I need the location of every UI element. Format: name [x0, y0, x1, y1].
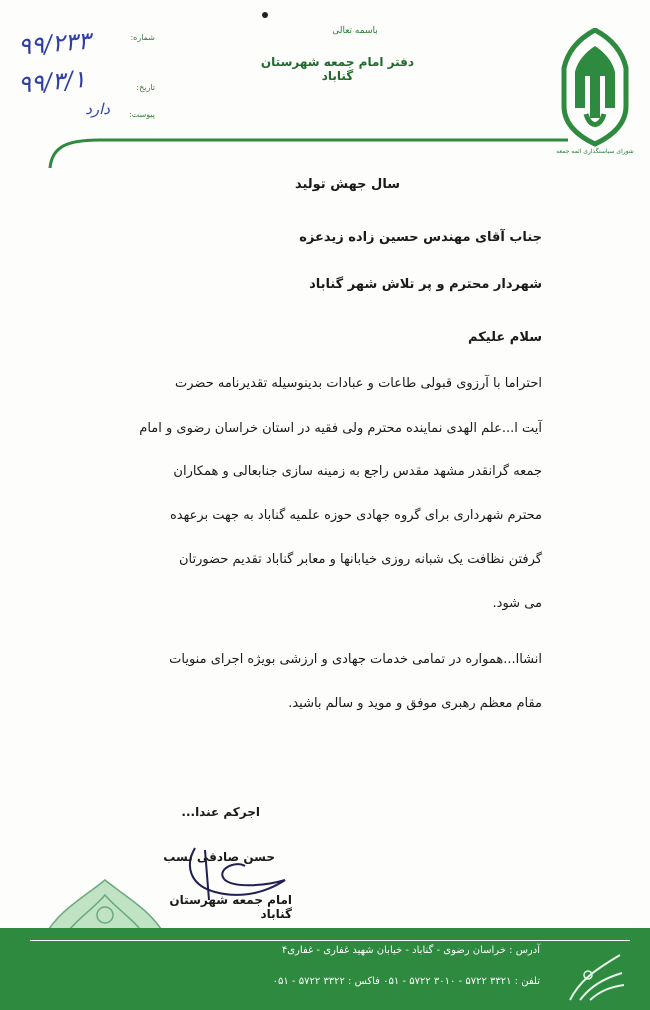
logo-caption: شورای سیاستگذاری ائمه جمعه: [556, 148, 634, 155]
body-line: احتراما با آرزوی قبولی طاعات و عبادات بدینوسیله تقدیرنامه حضرت: [175, 376, 542, 391]
handwritten-attachment: دارد: [85, 100, 110, 118]
footer-bar: [0, 928, 650, 1010]
signoff: اجرکم عندا...: [181, 805, 260, 819]
basmala: باسمه تعالی: [332, 26, 378, 36]
signer-title: امام جمعه شهرستان گناباد: [169, 893, 292, 921]
office-title: دفتر امام جمعه شهرستان گناباد: [260, 55, 415, 83]
number-label: شماره:: [130, 33, 155, 42]
header-divider: [40, 128, 570, 168]
body-line: محترم شهرداری برای گروه جهادی حوزه علمیه گناباد به جهت برعهده: [169, 508, 542, 523]
body-line: می شود.: [492, 596, 542, 611]
footer-address: آدرس : خراسان رضوی - گناباد - خیابان شهید غفاری - غفاری۴: [281, 945, 540, 956]
body-line: جمعه گرانقدر مشهد مقدس راجع به زمینه سازی جنابعالی و همکاران: [173, 464, 542, 479]
handwritten-date: ۹۹/۳/۱: [16, 64, 87, 99]
body-line: آیت ا...علم الهدی نماینده محترم ولی فقیه در استان خراسان رضوی و امام: [139, 421, 542, 436]
closing-line: مقام معظم رهبری موفق و موید و سالم باشید.: [288, 696, 542, 711]
attachment-label: پیوست:: [128, 110, 155, 119]
emblem-logo-icon: [560, 28, 630, 148]
footer-ornament-icon: [560, 945, 630, 1005]
greeting: سلام علیکم: [468, 330, 542, 345]
ornament-stamp-icon: [40, 870, 170, 935]
signer-name: حسن صادقی نسب: [163, 850, 275, 864]
date-label: تاریخ:: [136, 83, 155, 92]
addressee: جناب آقای مهندس حسین زاده زیدعزه: [299, 230, 542, 245]
footer-rule: [30, 940, 630, 941]
body-line: گرفتن نظافت یک شبانه روزی خیابانها و معابر گناباد تقدیم حضورتان: [178, 552, 542, 567]
closing-line: انشاا...همواره در تمامی خدمات جهادی و ارزشی بویژه اجرای منویات: [169, 652, 542, 667]
slogan: سال جهش تولید: [294, 177, 400, 192]
addressee-title: شهردار محترم و پر تلاش شهر گناباد: [309, 277, 542, 292]
footer-phones: تلفن : ۳۳۲۱ ۵۷۲۲ - ۳۰۱۰ ۵۷۲۲ - ۰۵۱ فاکس : ۳۳۲۲ ۵۷۲۲ - ۰۵۱: [272, 976, 540, 987]
dot-mark: [262, 12, 268, 18]
handwritten-number: ۹۹/۲۳۳: [16, 26, 92, 61]
